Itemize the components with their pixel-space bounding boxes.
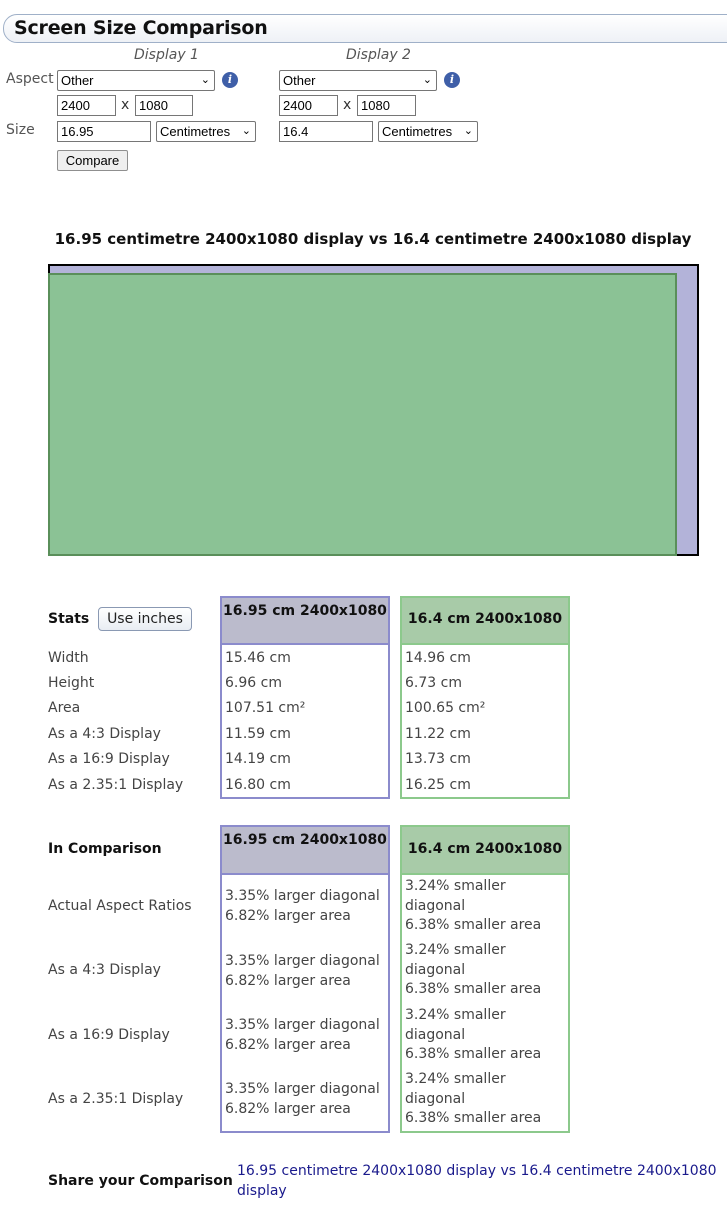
comparison-cell <box>225 952 387 991</box>
chevron-down-icon: ⌄ <box>241 125 251 137</box>
comparison-cell <box>405 877 565 936</box>
area-delta: 6.82% larger area <box>225 907 351 924</box>
stats-display1-header: 16.95 cm 2400x1080 <box>222 598 388 645</box>
diagonal-delta: 3.35% larger diagonal <box>225 888 380 904</box>
stats-cell: 15.46 cm <box>225 650 291 666</box>
chevron-down-icon: ⌄ <box>463 125 473 137</box>
comparison-caption: 16.95 centimetre 2400x1080 display vs 16.4 centimetre 2400x1080 display <box>54 230 692 248</box>
display1-aspect-value: Other <box>61 73 94 88</box>
display1-size-input[interactable]: 16.95 <box>57 121 151 142</box>
chevron-down-icon: ⌄ <box>200 74 210 86</box>
stats-row-label: As a 2.35:1 Display <box>48 777 184 793</box>
comparison-title: In Comparison <box>48 841 162 857</box>
stats-cell: 11.59 cm <box>225 726 291 742</box>
comparison-display1-header: 16.95 cm 2400x1080 <box>222 827 388 875</box>
display2-aspect-value: Other <box>283 73 316 88</box>
stats-row-label: Width <box>48 650 89 666</box>
diagonal-delta: 3.35% larger diagonal <box>225 953 380 969</box>
share-label: Share your Comparison <box>48 1173 233 1189</box>
stats-row-label: As a 4:3 Display <box>48 726 161 742</box>
comparison-row-label: As a 4:3 Display <box>48 962 161 978</box>
stats-title: Stats <box>48 611 90 627</box>
display2-heading: Display 2 <box>346 47 411 63</box>
stats-display2-header: 16.4 cm 2400x1080 <box>402 598 568 645</box>
diagonal-delta: 3.24% smaller diagonal <box>405 878 506 914</box>
info-icon[interactable]: i <box>444 72 460 88</box>
resolution-separator: x <box>343 97 352 113</box>
comparison-display2-header: 16.4 cm 2400x1080 <box>402 827 568 875</box>
display2-rectangle <box>48 273 677 556</box>
stats-cell: 16.80 cm <box>225 777 291 793</box>
stats-cell: 14.96 cm <box>405 650 471 666</box>
comparison-row-label: As a 16:9 Display <box>48 1027 170 1043</box>
display2-unit-select[interactable] <box>378 121 478 142</box>
comparison-cell <box>405 941 565 1000</box>
comparison-cell <box>225 1016 387 1055</box>
comparison-cell <box>405 1070 565 1129</box>
stats-cell: 16.25 cm <box>405 777 471 793</box>
area-delta: 6.38% smaller area <box>405 981 542 997</box>
page-title: Screen Size Comparison <box>14 17 268 39</box>
diagonal-delta: 3.24% smaller diagonal <box>405 1007 506 1043</box>
display2-height-input[interactable]: 1080 <box>357 95 416 116</box>
stats-cell: 100.65 cm² <box>405 700 486 716</box>
comparison-cell <box>225 887 387 926</box>
stats-display2-column <box>400 596 570 799</box>
share-link[interactable]: 16.95 centimetre 2400x1080 display vs 16.4 centimetre 2400x1080 display <box>237 1163 717 1199</box>
stats-cell: 6.73 cm <box>405 675 462 691</box>
chevron-down-icon: ⌄ <box>422 74 432 86</box>
display1-unit-select[interactable] <box>156 121 256 142</box>
diagonal-delta: 3.35% larger diagonal <box>225 1017 380 1033</box>
stats-row-label: Height <box>48 675 95 691</box>
stats-cell: 14.19 cm <box>225 751 291 767</box>
display2-unit-value: Centimetres <box>382 124 453 139</box>
area-delta: 6.38% smaller area <box>405 1110 542 1126</box>
resolution-separator: x <box>121 97 130 113</box>
comparison-cell <box>405 1006 565 1065</box>
comparison-cell <box>225 1080 387 1119</box>
display1-height-input[interactable]: 1080 <box>135 95 193 116</box>
display1-aspect-select[interactable] <box>57 70 215 91</box>
comparison-row-label: Actual Aspect Ratios <box>48 898 192 914</box>
display2-width-input[interactable]: 2400 <box>279 95 338 116</box>
area-delta: 6.82% larger area <box>225 1100 351 1117</box>
use-inches-button[interactable]: Use inches <box>98 607 192 631</box>
area-delta: 6.82% larger area <box>225 972 351 989</box>
stats-display1-column <box>220 596 390 799</box>
aspect-label: Aspect <box>6 71 54 87</box>
area-delta: 6.82% larger area <box>225 1036 351 1053</box>
diagonal-delta: 3.24% smaller diagonal <box>405 942 506 978</box>
display1-unit-value: Centimetres <box>160 124 231 139</box>
area-delta: 6.38% smaller area <box>405 917 542 933</box>
display1-width-input[interactable]: 2400 <box>57 95 116 116</box>
stats-row-label: As a 16:9 Display <box>48 751 170 767</box>
diagonal-delta: 3.24% smaller diagonal <box>405 1071 506 1107</box>
stats-row-label: Area <box>48 700 81 716</box>
stats-cell: 13.73 cm <box>405 751 471 767</box>
diagonal-delta: 3.35% larger diagonal <box>225 1081 380 1097</box>
stats-cell: 11.22 cm <box>405 726 471 742</box>
compare-button[interactable]: Compare <box>57 150 128 171</box>
stats-cell: 6.96 cm <box>225 675 282 691</box>
info-icon[interactable]: i <box>222 72 238 88</box>
display2-aspect-select[interactable] <box>279 70 437 91</box>
comparison-row-label: As a 2.35:1 Display <box>48 1091 184 1107</box>
stats-cell: 107.51 cm² <box>225 700 306 716</box>
area-delta: 6.38% smaller area <box>405 1046 542 1062</box>
size-label: Size <box>6 122 35 138</box>
display1-heading: Display 1 <box>134 47 199 63</box>
display2-size-input[interactable]: 16.4 <box>279 121 373 142</box>
